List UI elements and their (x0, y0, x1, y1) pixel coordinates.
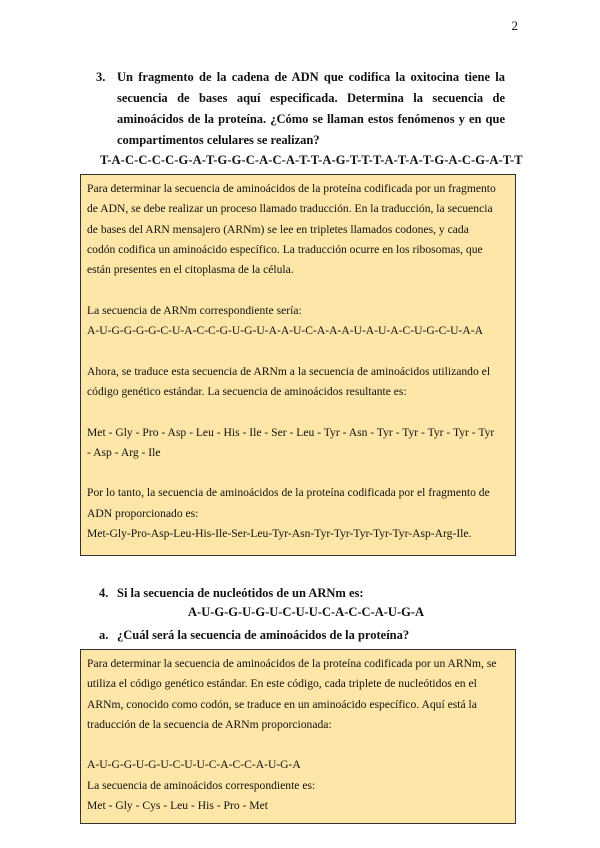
question-4-text: Si la secuencia de nucleótidos de un ARNm es: (117, 586, 364, 600)
question-3-text (117, 67, 505, 151)
question-3-line: aminoácidos de la proteína. ¿Cómo se llaman estos fenómenos y en que (117, 112, 505, 126)
answer-4-aa-sequence: Met - Gly - Cys - Leu - His - Pro - Met (87, 799, 268, 813)
answer-3-line: Para determinar la secuencia de aminoácidos de la proteína codificada por un fragmento (87, 182, 496, 195)
answer-3-line: código genético estándar. La secuencia de aminoácidos resultante es: (87, 384, 407, 398)
conclusion-line: Por lo tanto, la secuencia de aminoácidos de la proteína codificada por el fragmento de (87, 486, 490, 500)
question-4a-label: a. (99, 628, 109, 642)
question-4a-text: ¿Cuál será la secuencia de aminoácidos de la proteína? (117, 628, 410, 642)
conclusion-line: Met-Gly-Pro-Asp-Leu-His-Ile-Ser-Leu-Tyr-Asn-Tyr-Tyr-Tyr-Tyr-Tyr-Asp-Arg-Ile. (87, 527, 472, 541)
answer-4-line: ARNm, conocido como codón, se traduce en un aminoácido específico. Aquí está la (87, 697, 477, 711)
amino-acid-line: Met - Gly - Pro - Asp - Leu - His - Ile - Ser - Leu - Tyr - Asn - Tyr - Tyr - Tyr - Tyr - Tyr (87, 425, 495, 439)
question-4-mrna-sequence: A-U-G-G-U-G-U-C-U-U-C-A-C-C-A-U-G-A (188, 605, 425, 619)
answer-3-line: Ahora, se traduce esta secuencia de ARNm a la secuencia de aminoácidos utilizando el (87, 364, 491, 378)
answer-4-aa-intro: La secuencia de aminoácidos correspondiente es: (87, 778, 316, 792)
answer-3-line: están presentes en el citoplasma de la célula. (87, 263, 294, 277)
question-3-line: compartimentos celulares se realizan? (117, 133, 320, 147)
question-4-number: 4. (99, 586, 109, 600)
mrna-intro: La secuencia de ARNm correspondiente sería: (87, 303, 302, 317)
answer-box-question-4 (80, 649, 516, 824)
page-number: 2 (511, 18, 518, 33)
dna-sequence: T-A-C-C-C-C-G-A-T-G-G-C-A-C-A-T-T-A-G-T-T-T-A-T-A-T-G-A-C-G-A-T-T (100, 153, 523, 167)
answer-3-line: de ADN, se debe realizar un proceso llamado traducción. En la traducción, la secuencia (87, 202, 493, 216)
mrna-sequence: A-U-G-G-G-G-C-U-A-C-C-G-U-G-U-A-A-U-C-A-A-A-U-A-U-A-C-U-G-C-U-A-A (87, 324, 484, 338)
conclusion-line: ADN proporcionado es: (87, 506, 199, 520)
amino-acid-line: - Asp - Arg - Ile (87, 445, 161, 459)
answer-4-line: Para determinar la secuencia de aminoácidos de la proteína codificada por un ARNm, se (87, 657, 497, 670)
answer-4-line: utiliza el código genético estándar. En este código, cada triplete de nucleótidos en el (87, 677, 477, 691)
answer-box-question-3 (80, 174, 516, 556)
answer-3-line: codón codifica un aminoácido específico. La traducción ocurre en los ribosomas, que (87, 242, 483, 256)
answer-4-mrna-sequence: A-U-G-G-U-G-U-C-U-U-C-A-C-C-A-U-G-A (87, 758, 301, 772)
answer-4-line: traducción de la secuencia de ARNm proporcionada: (87, 717, 332, 731)
question-3-number: 3. (96, 70, 106, 84)
question-3-line: Un fragmento de la cadena de ADN que codifica la oxitocina tiene la (117, 70, 505, 84)
answer-3-line: de bases del ARN mensajero (ARNm) se lee en tripletes llamados codones, y cada (87, 222, 469, 236)
question-3-line: secuencia de bases aquí especificada. Determina la secuencia de (117, 91, 505, 105)
